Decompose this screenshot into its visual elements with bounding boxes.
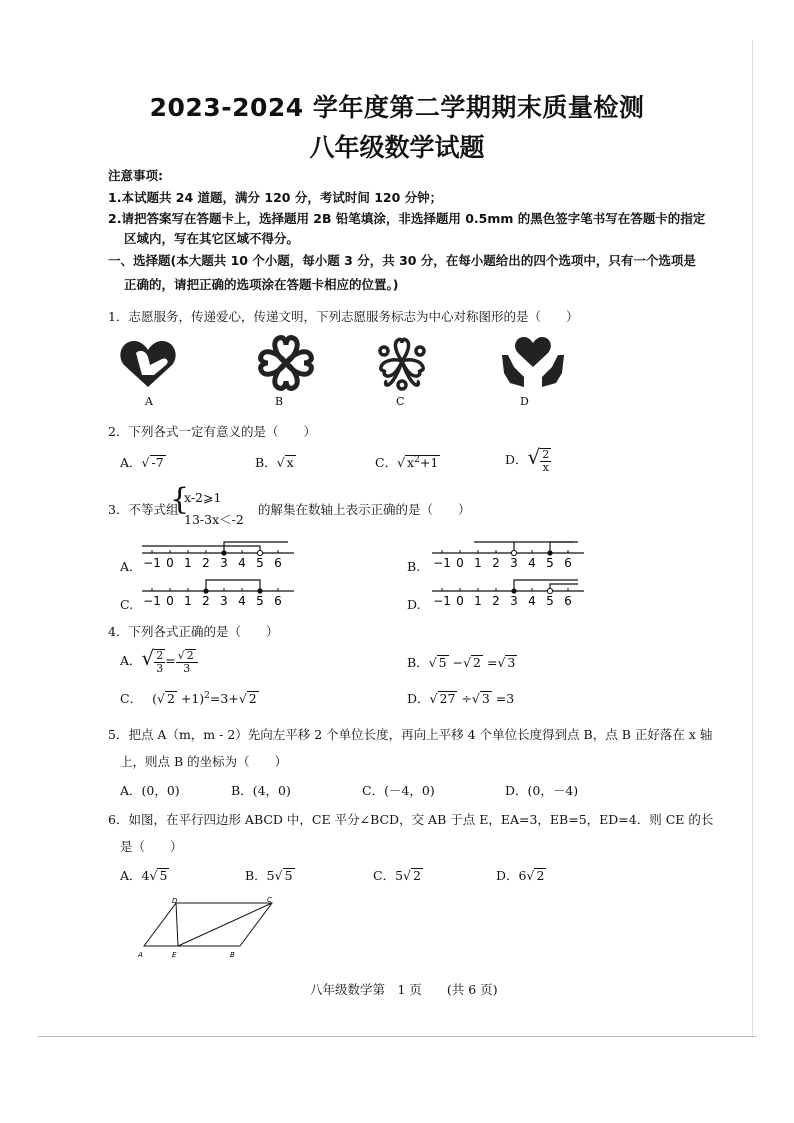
q2-option-d-fraction — [540, 448, 551, 473]
q2-option-b-label: B． — [255, 455, 277, 470]
radical-sign: √ — [276, 455, 285, 470]
q6-parallelogram-figure — [132, 895, 282, 961]
q2-option-d-denominator: x — [542, 460, 549, 474]
exponent: 2 — [204, 690, 210, 701]
q3-inequality-1: x-2⩾1 — [184, 490, 222, 505]
q5-option-c: C．(－4，0) — [362, 783, 435, 798]
q5-option-d: D．(0，－4) — [505, 783, 579, 798]
radicand: 2 — [186, 648, 194, 662]
tick-label: 1 — [474, 594, 482, 608]
q6-option-c-label: C．5 — [373, 868, 404, 883]
tick-label-group — [143, 594, 282, 608]
page-edge-line — [752, 40, 753, 1036]
q6-line-1: 6．如图，在平行四边形 ABCD 中，CE 平分∠BCD，交 AB 于点 E，EA=3，EB=5，ED=4．则 CE 的长 — [108, 812, 714, 827]
q5-line-2: 上，则点 B 的坐标为（ ） — [120, 754, 288, 769]
q3-inequality-2: 13-3x＜-2 — [184, 512, 244, 527]
paren-open: ( — [152, 691, 157, 706]
radical-sign: √ — [497, 655, 506, 670]
q3-stem-a: 3．不等式组 — [108, 502, 179, 517]
q2-stem: 2．下列各式一定有意义的是（ ） — [108, 424, 316, 439]
tick-label: 0 — [456, 594, 464, 608]
q3-label-d: D. — [407, 597, 421, 612]
q3-label-c: C. — [120, 597, 134, 612]
tick-label: 2 — [492, 556, 500, 570]
equals-part: =3 — [491, 691, 515, 706]
denominator: 3 — [156, 661, 164, 675]
radicand: 2 — [413, 868, 421, 883]
tick-label: 5 — [546, 556, 554, 570]
q6-line-2: 是（ ） — [120, 839, 183, 854]
vertex-label-e: E — [172, 951, 177, 959]
tick-label: 4 — [528, 594, 536, 608]
q2-option-b-radicand: x — [286, 455, 294, 470]
q2-option-b — [255, 453, 296, 471]
tick-label: 6 — [274, 556, 282, 570]
q1-stem: 1．志愿服务，传递爱心，传递文明，下列志愿服务标志为中心对称图形的是（ ） — [108, 309, 579, 324]
radicand: 27 — [439, 691, 456, 706]
q4-stem: 4．下列各式正确的是（ ） — [108, 624, 279, 639]
q2-option-a — [120, 453, 166, 471]
q1-option-a-logo — [118, 335, 180, 391]
vertex-label-b: B — [230, 951, 235, 959]
tick-label: 6 — [274, 594, 282, 608]
q1-label-d: D — [520, 395, 529, 408]
radicand: 5 — [284, 868, 293, 883]
radical-sign: √ — [141, 455, 150, 470]
q1-label-a: A — [145, 395, 153, 408]
vertex-label-c: C — [267, 896, 272, 904]
tick-label-group — [433, 556, 572, 570]
system-brace: { — [170, 482, 190, 517]
notes-item-2a: 2.请把答案写在答题卡上，选择题用 2B 铅笔填涂，非选择题用 0.5mm 的黑色签字笔书写在答题卡的指定 — [108, 211, 706, 226]
radical-sign: √ — [526, 868, 535, 883]
tick-label: 2 — [202, 594, 210, 608]
radical-sign: √ — [428, 655, 437, 670]
q2-option-c-exponent: 2 — [414, 454, 420, 465]
tick-label: 3 — [220, 594, 228, 608]
tick-label: 1 — [184, 594, 192, 608]
radical-sign: √ — [156, 691, 165, 706]
q6-option-b — [245, 866, 295, 884]
q3-number-line-d — [428, 575, 588, 611]
tick-label: 0 — [166, 556, 174, 570]
radicand: 2 — [473, 655, 481, 670]
section1-instruction-1: 一、选择题(本大题共 10 个小题，每小题 3 分，共 30 分，在每小题给出的四个选项中，只有一个选项是 — [108, 253, 696, 268]
tick-label: 6 — [564, 594, 572, 608]
q3-label-b: B. — [407, 559, 421, 574]
notes-item-2b: 区域内，写在其它区域不得分。 — [124, 231, 300, 246]
radicand: 2 — [248, 691, 257, 706]
equals-sign: = — [482, 655, 498, 670]
q4-option-a-left-fraction — [154, 649, 165, 674]
page-footer: 八年级数学第 1 页 (共 6 页) — [310, 982, 498, 997]
q4-option-b — [407, 653, 517, 671]
vertex-label-d: D — [172, 897, 178, 905]
q4-option-b-label: B． — [407, 655, 429, 670]
tick-label: 3 — [510, 556, 518, 570]
radical-sign: √ — [274, 868, 283, 883]
equals-sign: = — [165, 653, 176, 668]
q3-number-line-b — [428, 537, 588, 573]
tick-label: 2 — [492, 594, 500, 608]
numerator: √ 2 — [176, 649, 198, 663]
q4-option-c — [120, 689, 259, 707]
radicand: 2 — [166, 691, 175, 706]
radical-sign: √ — [403, 868, 411, 883]
q6-option-a-label: A．4 — [120, 868, 150, 883]
q6-option-d — [496, 866, 546, 884]
tick-label: 1 — [474, 556, 482, 570]
radical-sign: √ — [149, 868, 158, 883]
tick-label: −1 — [433, 594, 451, 608]
q2-option-d-numerator: 2 — [542, 447, 550, 461]
radical-sign: √ — [471, 691, 480, 706]
exam-subtitle: 八年级数学试题 — [309, 133, 485, 162]
q3-label-a: A. — [120, 559, 134, 574]
q3-number-line-a — [138, 537, 298, 573]
q2-option-d — [505, 445, 551, 473]
tick-label: 4 — [238, 594, 246, 608]
q2-option-a-label: A． — [120, 455, 142, 470]
q5-line-1: 5．把点 A（m，m - 2）先向左平移 2 个单位长度，再向上平移 4 个单位长度得到点 B，点 B 正好落在 x 轴 — [108, 727, 713, 742]
q5-option-a: A．(0，0) — [120, 783, 180, 798]
q1-label-b: B — [275, 395, 284, 408]
q4-option-a-label: A． — [120, 653, 142, 668]
q6-option-b-label: B．5 — [245, 868, 275, 883]
q5-option-b: B．(4，0) — [231, 783, 291, 798]
q2-option-d-label: D． — [505, 452, 528, 467]
radical-sign: √ — [463, 655, 472, 670]
minus-sign: − — [448, 655, 464, 670]
tick-label: 6 — [564, 556, 572, 570]
q4-option-d — [407, 689, 514, 707]
tick-label: −1 — [143, 556, 161, 570]
radical-sign: √ — [141, 646, 155, 670]
section1-instruction-2: 正确的，请把正确的选项涂在答题卡相应的位置。) — [124, 277, 399, 292]
tick-label-group — [433, 594, 572, 608]
q6-option-c — [373, 866, 423, 884]
radical-sign: √ — [527, 445, 541, 469]
tick-label-group — [143, 556, 282, 570]
tick-label: 5 — [256, 556, 264, 570]
divide-sign: ÷ — [457, 691, 472, 706]
q6-option-d-label: D．6 — [496, 868, 527, 883]
denominator: 3 — [183, 661, 191, 675]
q2-option-c-base: x — [407, 455, 415, 470]
radicand: 3 — [507, 655, 516, 670]
q2-option-a-radicand: -7 — [151, 455, 164, 470]
radical-sign: √ — [429, 691, 438, 706]
numerator: 2 — [156, 648, 164, 662]
tick-label: −1 — [433, 556, 451, 570]
tick-label: 5 — [546, 594, 554, 608]
radicand: 5 — [438, 655, 447, 670]
notes-item-1: 1.本试题共 24 道题，满分 120 分，考试时间 120 分钟； — [108, 190, 443, 205]
tick-label: 5 — [256, 594, 264, 608]
radicand: 5 — [159, 868, 168, 883]
q1-option-d-logo — [500, 333, 566, 391]
tick-label: 3 — [510, 594, 518, 608]
q4-option-a-right-fraction — [176, 649, 198, 675]
tick-label: −1 — [143, 594, 161, 608]
vertex-label-a: A — [138, 951, 143, 959]
q1-option-b-logo — [255, 333, 317, 393]
tick-label: 1 — [184, 556, 192, 570]
q4-option-a — [120, 646, 198, 674]
radical-sign: √ — [397, 455, 406, 470]
q1-label-c: C — [396, 395, 405, 408]
q3-stem-b: 的解集在数轴上表示正确的是（ ） — [258, 502, 471, 517]
paren-close: +1) — [176, 691, 205, 706]
q3-number-line-c — [138, 575, 298, 611]
q1-option-c-logo — [371, 333, 433, 393]
tick-label: 4 — [238, 556, 246, 570]
radicand: 2 — [536, 868, 545, 883]
equals-part: =3+ — [209, 691, 239, 706]
page-bottom-edge — [38, 1036, 756, 1037]
radicand: 3 — [481, 691, 490, 706]
q4-option-c-label: C． — [120, 691, 143, 706]
tick-label: 4 — [528, 556, 536, 570]
q2-option-c-label: C． — [375, 455, 398, 470]
tick-label: 0 — [456, 556, 464, 570]
q2-option-c-radicand — [405, 455, 440, 470]
tick-label: 2 — [202, 556, 210, 570]
q2-option-c-tail: +1 — [419, 455, 439, 470]
radical-sign: √ — [238, 691, 247, 706]
tick-label: 3 — [220, 556, 228, 570]
q6-option-a — [120, 866, 169, 884]
q2-option-c — [375, 453, 440, 471]
tick-label: 0 — [166, 594, 174, 608]
q4-option-d-label: D． — [407, 691, 430, 706]
exam-title: 2023-2024 学年度第二学期期末质量检测 — [149, 93, 645, 122]
notes-heading: 注意事项: — [108, 168, 163, 183]
